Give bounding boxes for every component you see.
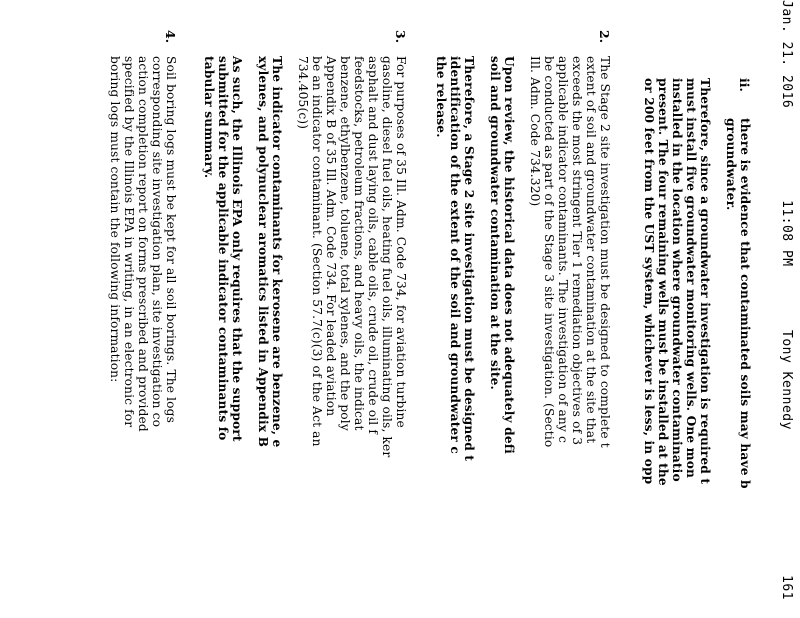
paragraph-a-line-4: present. The four remaining wells must be installed at the: [656, 78, 670, 486]
paragraph-a-line-3: installed in the location where groundwater contaminatio: [670, 78, 684, 482]
paragraph-e-line-2: submitted for the applicable indicator contaminants fo: [216, 56, 230, 441]
paragraph-d-line-1: The indicator contaminants for kerosene are benzene, e: [270, 56, 284, 448]
item-3-line-8: 734.405(c)): [296, 56, 310, 130]
paragraph-a-line-5: or 200 feet from the UST system, whichever is less, in opp: [642, 78, 656, 485]
item-3-line-2: gasoline, diesel fuel oils, heating fuel oils, illuminating oils, ker: [380, 56, 394, 458]
item-2-line-5: be conducted as part of the Stage 3 site investigation. (Sectio: [542, 56, 556, 448]
item-4-line-5: boring logs must contain the following information:: [108, 56, 122, 383]
fax-time: 11:08 PM: [779, 200, 794, 267]
item-4-line-2: corresponding site investigation plan, site investigation co: [150, 56, 164, 428]
paragraph-e-line-3: tabular summary.: [202, 56, 216, 179]
item-ii-line-2: groundwater.: [724, 118, 738, 211]
item-marker-2: 2.: [597, 30, 612, 44]
item-3-line-6: Appendix B of 35 Ill. Adm. Code 734. For leaded aviation: [324, 56, 338, 417]
item-3-line-1: For purposes of 35 Ill. Adm. Code 734, for aviation turbine: [394, 56, 408, 428]
paragraph-c-line-1: Therefore, a Stage 2 site investigation must be designed t: [462, 56, 476, 462]
fax-page-number: 161: [779, 575, 794, 600]
item-4-line-1: Soil boring logs must be kept for all soil borings. The logs: [164, 56, 178, 424]
fax-header: [774, 0, 794, 618]
item-2-line-1: The Stage 2 site investigation must be designed to complete t: [598, 56, 612, 448]
item-2-line-6: Ill. Adm. Code 734.320): [528, 56, 542, 207]
fax-sender: Tony Kennedy: [779, 330, 794, 430]
paragraph-d-line-2: xylenes, and polynuclear aromatics listed in Appendix B: [256, 56, 270, 448]
paragraph-c-line-3: the release.: [434, 56, 448, 138]
item-ii-line-1: there is evidence that contaminated soils may have b: [738, 118, 752, 489]
item-3-line-4: feedstocks, petroleum fractions, and heavy oils, the indicat: [352, 56, 366, 431]
item-4-line-4: specified by the Illinois EPA in writing, in an electronic for: [122, 56, 136, 428]
item-2-line-3: exceeds the most stringent Tier 1 remediation objectives of 3: [570, 56, 584, 446]
item-2-line-4: applicable indicator contaminants. The investigation of any c: [556, 56, 570, 443]
item-2-line-2: extent of soil and groundwater contamination at the site that: [584, 56, 598, 444]
item-3-line-3: asphalt and dust laying oils, cable oils, crude oil, crude oil f: [366, 56, 380, 434]
item-marker-3: 3.: [393, 30, 408, 44]
paragraph-b-line-2: soil and groundwater contamination at the site.: [488, 56, 502, 390]
paragraph-e-line-1: As such, the Illinois EPA only requires that the support: [230, 56, 244, 442]
item-3-line-7: be an indicator contaminant. (Section 57.7(c)(3) of the Act an: [310, 56, 324, 447]
paragraph-c-line-2: identification of the extent of the soil and groundwater c: [448, 56, 462, 454]
paragraph-b-line-1: Upon review, the historical data does not adequately defi: [502, 56, 516, 454]
item-4-line-3: action completion report on forms prescribed and provided: [136, 56, 150, 432]
item-marker-4: 4.: [163, 30, 178, 44]
fax-date: Jan. 21. 2016: [779, 0, 794, 109]
item-3-line-5: benzene, ethylbenzene, toluene, total xylenes, and the poly: [338, 56, 352, 431]
paragraph-a-line-1: Therefore, since a groundwater investigation is required t: [698, 78, 712, 485]
item-marker-ii: ii.: [737, 78, 752, 92]
paragraph-a-line-2: must install five groundwater monitoring wells. One mon: [684, 78, 698, 478]
